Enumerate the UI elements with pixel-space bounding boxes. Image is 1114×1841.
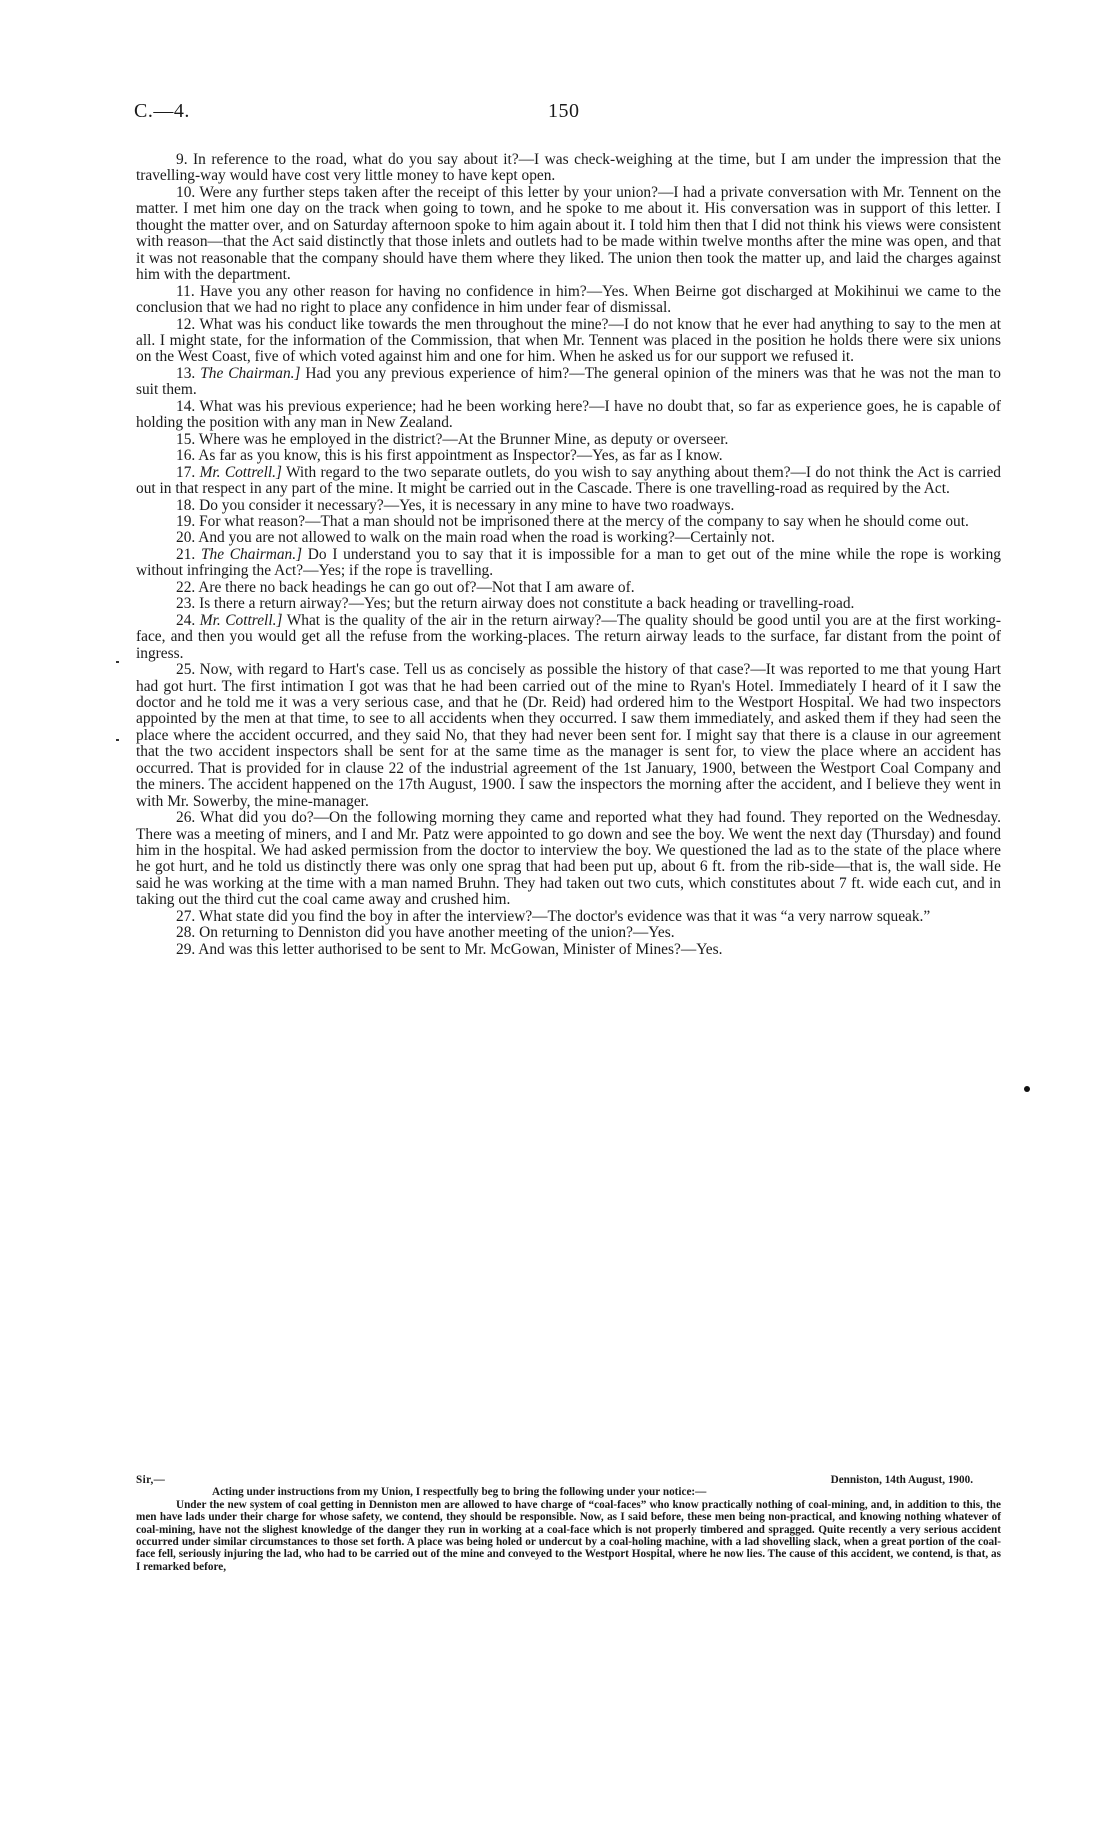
paragraph-28: 28. On returning to Denniston did you have another meeting of the union?—Yes. xyxy=(176,924,675,942)
speaker-label: The Chairman.] xyxy=(200,545,303,563)
letter-salutation: Sir,— xyxy=(136,1474,166,1486)
paragraph-9: 9. In reference to the road, what do you say about it?—I was check-weighing at the time, but I am under the impression that the travelling-way would have cost very little money to have kept open. xyxy=(136,151,1001,185)
speaker-label: The Chairman.] xyxy=(200,364,301,382)
letter-paragraph-2: Under the new system of coal getting in Denniston men are allowed to have charge of “coal-faces” who know practically nothing of coal-mining, and, in addition to this, the men have lads under their charge for whose safety, we contend, they should be responsible. Now, as I said before, these men being non-practical, and knowing nothing whatever of coal-mining, have not the slighest knowledge of the danger they run in working at a coal-face which is not properly timbered and spragged. Quite recently a very serious accident occurred under similar circumstances to those set forth. A place was being holed or undercut by a coal-holing machine, with a lad shovelling slack, when a great portion of the coal-face fell, seriously injuring the lad, who had to be carried out of the mine and conveyed to the Westport Hospital, where he now lies. The cause of this accident, we contend, is that, as I remarked before, xyxy=(136,1498,1001,1573)
page-number: 150 xyxy=(548,100,580,122)
paragraph-13: 13. The Chairman.] Had you any previous experience of him?—The general opinion of the miners was that he was not the man to suit them. xyxy=(136,364,1001,399)
paragraph-15: 15. Where was he employed in the district?—At the Brunner Mine, as deputy or overseer. xyxy=(176,430,729,448)
report-reference: C.—4. xyxy=(134,100,190,122)
paragraph-21: 21. The Chairman.] Do I understand you to say that it is impossible for a man to get out of the mine while the rope is working without infringing the Act?—Yes; if the rope is travelling. xyxy=(136,545,1001,580)
paragraph-20: 20. And you are not allowed to walk on the main road when the road is working?—Certainly not. xyxy=(176,529,775,547)
paragraph-27: 27. What state did you find the boy in after the interview?—The doctor's evidence was that it was “a very narrow squeak.” xyxy=(176,907,931,925)
paragraph-10: 10. Were any further steps taken after the receipt of this letter by your union?—I had a private conversation with Mr. Tennent on the matter. I met him one day on the track when going to town, and he spoke to me about it. His conversation was in support of this letter. I thought the matter over, and on Saturday afternoon spoke to him again about it. I told him then that I did not think his views were consistent with reason—that the Act said distinctly that those inlets and outlets had to be made within twelve months after the mine was open, and that it was not reasonable that the company should have them where they liked. The union then took the matter up, and laid the charges against him with the department. xyxy=(136,183,1001,284)
paragraph-17: 17. Mr. Cottrell.] With regard to the two separate outlets, do you wish to say anything about them?—I do not think the Act is carried out in that respect in any part of the mine. It might be carried out in the Cascade. There is one travelling-road as required by the Act. xyxy=(136,463,1001,498)
paragraph-19: 19. For what reason?—That a man should not be imprisoned there at the mercy of the company to say when he should come out. xyxy=(176,512,969,530)
speaker-label: Mr. Cottrell.] xyxy=(199,611,283,629)
margin-mark xyxy=(116,661,119,663)
testimony-body xyxy=(136,152,1001,958)
paragraph-26: 26. What did you do?—On the following morning they came and reported what they had found. They reported on the Wednesday. There was a meeting of miners, and I and Mr. Patz were appointed to go down and see the boy. We went the next day (Thursday) and found him in the hospital. We had asked permission from the doctor to interview the boy. We questioned the lad as to the state of the place where he got hurt, and he told us distinctly there was only one sprag that had been put up, about 6 ft. from the rib-side—that is, the wall side. He said he was working at the time with a man named Bruhn. They had taken out two cuts, which constitutes about 7 ft. wide each cut, and in taking out the third cut the coal came away and crushed him. xyxy=(136,809,1001,909)
quoted-letter xyxy=(136,1474,1001,1573)
speaker-label: Mr. Cottrell.] xyxy=(199,463,282,481)
paragraph-23: 23. Is there a return airway?—Yes; but the return airway does not constitute a back heading or travelling-road. xyxy=(176,595,855,613)
paragraph-16: 16. As far as you know, this is his first appointment as Inspector?—Yes, as far as I know. xyxy=(176,447,723,465)
paragraph-22: 22. Are there no back headings he can go out of?—Not that I am aware of. xyxy=(176,578,635,596)
letter-place-date: Denniston, 14th August, 1900. xyxy=(830,1474,973,1486)
paragraph-25: 25. Now, with regard to Hart's case. Tell us as concisely as possible the history of that case?—It was reported to me that young Hart had got hurt. The first intimation I got was that he had been carried out of the mine to Ryan's Hotel. Immediately I heard of it I saw the doctor and he told me it was a very serious case, and that he (Dr. Reid) had ordered him to the Westport Hospital. We had two inspectors appointed by the men at that time, to see to all accidents when they occurred. I saw them immediately, and asked them if they had seen the place where the accident occurred, and they said No, that they had never been sent for. I might say that there is a clause in our agreement that the two accident inspectors shall be sent for at the same time as the manager is sent for, to view the place where an accident has occurred. That is provided for in clause 22 of the industrial agreement of the 1st January, 1900, between the Westport Coal Company and the miners. The accident happened on the 17th August, 1900. I saw the inspectors the morning after the accident, and I believe they went in with Mr. Sowerby, the mine-manager. xyxy=(136,661,1001,810)
paragraph-29: 29. And was this letter authorised to be sent to Mr. McGowan, Minister of Mines?—Yes. xyxy=(176,940,723,958)
letter-heading xyxy=(136,1474,1001,1486)
paragraph-24: 24. Mr. Cottrell.] What is the quality of the air in the return airway?—The quality should be good until you are at the first working-face, and then you would get all the refuse from the working-places. The return airway leads to the surface, far distant from the point of ingress. xyxy=(136,611,1001,662)
paragraph-14: 14. What was his previous experience; had he been working here?—I have no doubt that, so far as experience goes, he is capable of holding the position with any man in New Zealand. xyxy=(136,397,1001,432)
paragraph-12: 12. What was his conduct like towards the men throughout the mine?—I do not know that he ever had anything to say to the men at all. I might state, for the information of the Commission, that when Mr. Tennent was placed in the position he holds there were six unions on the West Coast, five of which voted against him and one for him. When he asked us for our support we refused it. xyxy=(136,315,1001,366)
ink-spot-mark xyxy=(1024,1086,1030,1092)
margin-mark xyxy=(116,739,119,741)
paragraph-11: 11. Have you any other reason for having no confidence in him?—Yes. When Beirne got discharged at Mokihinui we came to the conclusion that we had no right to place any confidence in him under fear of dismissal. xyxy=(136,282,1001,317)
letter-paragraph-1: Acting under instructions from my Union, I respectfully beg to bring the following under your notice:— xyxy=(212,1486,707,1499)
paragraph-18: 18. Do you consider it necessary?—Yes, it is necessary in any mine to have two roadways. xyxy=(176,496,735,514)
